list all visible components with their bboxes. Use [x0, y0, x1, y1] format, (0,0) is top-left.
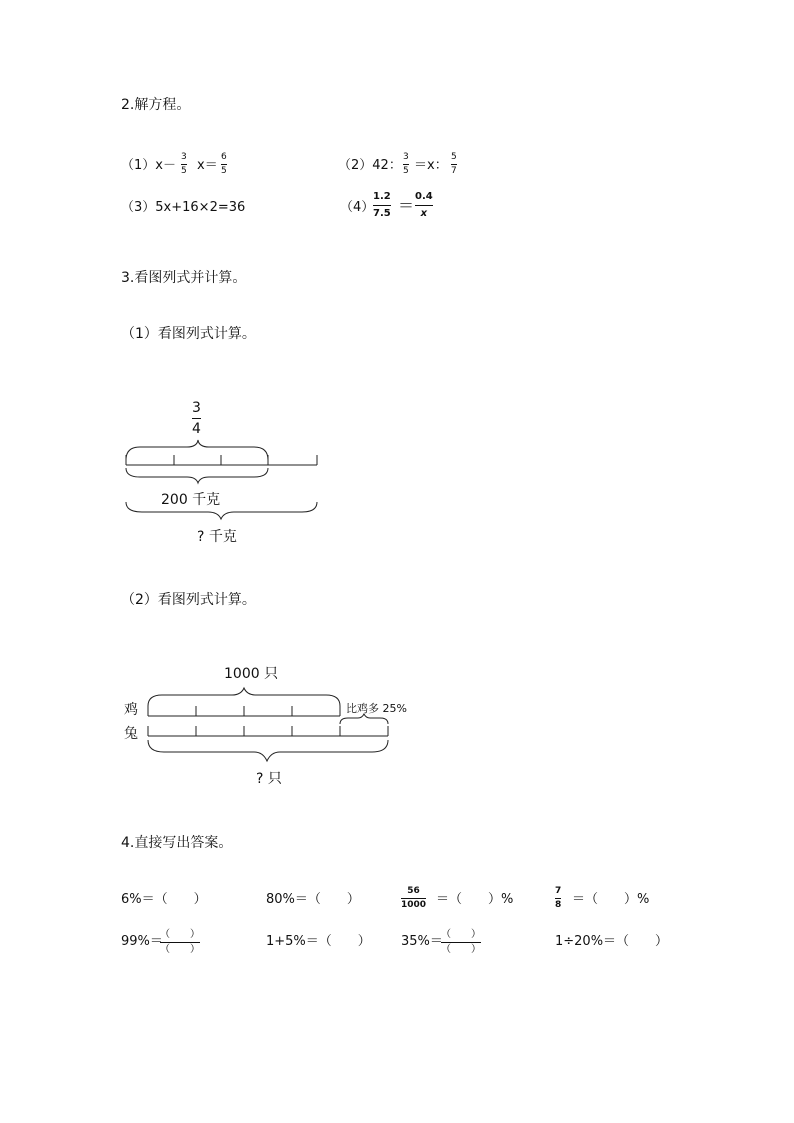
eq4-prefix: （4）	[340, 200, 375, 215]
eq2-fraction-a	[403, 153, 409, 176]
rabbit-total-label: ? 只	[256, 771, 282, 787]
blank-num: （ ）	[441, 929, 481, 940]
eq1-prefix: （1）x－	[121, 158, 176, 173]
eq1-fraction-b	[221, 153, 227, 176]
calc-r2c1: 99%＝	[121, 934, 163, 949]
chicken-row-label: 鸡	[124, 702, 138, 718]
eq4-fraction-a	[373, 192, 391, 219]
chicken-brace	[148, 688, 340, 706]
extra-brace	[340, 714, 388, 724]
rabbit-row-label: 兔	[124, 726, 138, 742]
calc-r2c4: 1÷20%＝（ ）	[555, 934, 669, 949]
eq4-fa-num: 1.2	[373, 191, 391, 202]
eq1-fb-num: 6	[221, 152, 227, 162]
part-2-title: （2）看图列式计算。	[121, 592, 256, 608]
eq2-mid: ＝x：	[414, 158, 448, 173]
part-label: 200 千克	[161, 492, 221, 508]
section-4-title: 4.直接写出答案。	[121, 835, 233, 851]
calc-r1c3-tail: ＝（ ）%	[436, 892, 514, 907]
eq1-fb-den: 5	[221, 166, 227, 176]
eq1-mid: x＝	[197, 158, 218, 173]
eq4-fa-den: 7.5	[373, 208, 391, 219]
r1c3-den: 1000	[401, 900, 427, 910]
blank-num: （ ）	[160, 929, 200, 940]
calc-r2c1-blank-fraction	[160, 930, 200, 955]
eq4-fraction-b	[415, 192, 433, 219]
diagram1-fraction	[192, 401, 201, 436]
chicken-total-label: 1000 只	[224, 666, 279, 682]
calc-r2c3-blank-fraction	[441, 930, 481, 955]
whole-label: ? 千克	[197, 529, 237, 545]
whole-brace	[126, 502, 317, 519]
section-2-title: 2.解方程。	[121, 97, 191, 113]
calc-r2c2: 1+5%＝（ ）	[266, 934, 371, 949]
eq4-equals: ＝	[398, 196, 415, 215]
calc-r1c2: 80%＝（ ）	[266, 892, 360, 907]
eq2-fraction-b	[451, 153, 457, 176]
eq1-fa-den: 5	[181, 166, 187, 176]
part-brace	[126, 468, 268, 483]
calc-r2c3: 35%＝	[401, 934, 443, 949]
calc-r1c1: 6%＝（ ）	[121, 892, 207, 907]
eq4-fb-num: 0.4	[415, 191, 433, 202]
top-brace	[126, 440, 268, 460]
blank-den: （ ）	[441, 944, 481, 955]
total-brace	[148, 740, 388, 761]
r1c4-den: 8	[555, 900, 562, 910]
part-1-title: （1）看图列式计算。	[121, 326, 256, 342]
eq1-fa-num: 3	[181, 152, 187, 162]
eq2-prefix: （2）42：	[338, 158, 402, 173]
r1c3-num: 56	[407, 886, 420, 896]
eq4-fb-den: x	[420, 208, 428, 219]
r1c4-num: 7	[555, 886, 562, 896]
section-3-title: 3.看图列式并计算。	[121, 270, 247, 286]
eq1-fraction-a	[181, 153, 187, 176]
calc-r1c4-tail: ＝（ ）%	[572, 892, 650, 907]
blank-den: （ ）	[160, 944, 200, 955]
eq2-fa-num: 3	[403, 152, 409, 162]
calc-r1c3-fraction	[401, 887, 426, 910]
extra-label: 比鸡多 25%	[346, 702, 407, 715]
eq2-fb-num: 5	[451, 152, 457, 162]
calc-r1c4-fraction	[555, 887, 561, 910]
equation-3: （3）5x+16×2=36	[121, 200, 246, 215]
eq2-fa-den: 5	[403, 166, 409, 176]
d1-frac-den: 4	[192, 421, 201, 437]
d1-frac-num: 3	[192, 400, 201, 416]
eq2-fb-den: 7	[451, 166, 457, 176]
